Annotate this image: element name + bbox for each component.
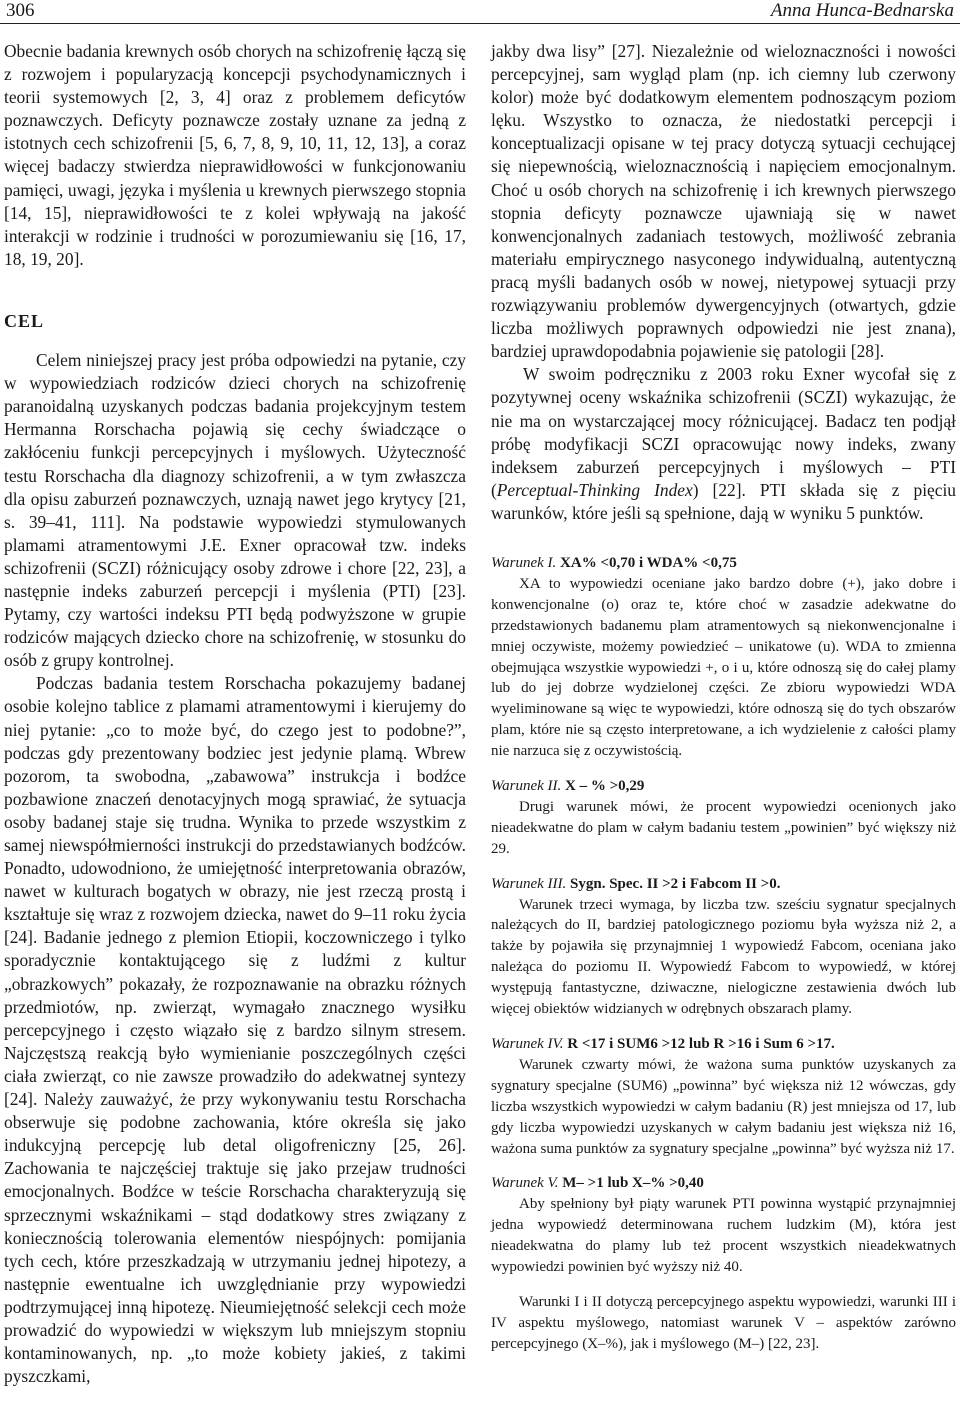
rule-3 <box>491 874 956 1020</box>
aim-paragraph: Celem niniejszej pracy jest próba odpowiedzi na pytanie, czy w wypowiedziach rodziców dzieci chorych na schizofrenię paranoidalną uzyskanych podczas badania projekcyjnym testem Hermanna Rorschacha pojawią się cechy świadczące o zakłóceniu funkcji percepcyjnych i myślowych. Użyteczność testu Rorschacha dla diagnozy schizofrenii, a w tym zwłaszcza dla opisu zaburzeń poznawczych, uznają nawet jego krytycy [21, s. 39–41, 111]. Na podstawie wypowiedzi stymulowanych plamami atramentowymi J.E. Exner opracował tzw. indeks schizofrenii (SCZI) różnicujący osoby zdrowe i chore [22, 23], a następnie indeks zaburzeń percepcji i myślenia (PTI) [23]. Pytamy, czy wartości indeksu PTI będą podwyższone w grupie rodziców mających dziecko chore na schizofrenię, w stosunku do osób z grupy kontrolnej. <box>4 350 466 671</box>
pti-paragraph <box>491 363 956 525</box>
right-column <box>491 40 956 1355</box>
rule-condition: M– >1 lub X–% >0,40 <box>562 1175 704 1192</box>
pti-text-b: ) [22]. PTI składa się z pięciu warunków, które jeśli są spełnione, dają w wyniku 5 punktów. <box>491 479 956 523</box>
rule-body: Drugi warunek mówi, że procent wypowiedzi ocenionych jako nieadekwatne do plam w całym badaniu testem „powinien” być większy niż 29. <box>491 798 956 857</box>
continuation-paragraph: jakby dwa lisy” [27]. Niezależnie od wieloznaczności i nowości percepcyjnej, sam wygląd plam (np. ich ciemny lub czerwony kolor) może być dodatkowym elementem podnoszącym poziom lęku. Wszystko to oznacza, że niedostatki percepcji i konceptualizacji opisane w tej pracy dotyczą sytuacji cechującej się niepewnością, wieloznacznością i napięciem emocjonalnym. Choć u osób chorych na schizofrenię i ich krewnych pierwszego stopnia deficyty poznawcze ujawniają się w nawet konwencjonalnych zadaniach testowych, możliwość zebrania materiału empirycznego nasyconego indywidualną, autentyczną pracą myśli badanych osób w nowej, nietypowej sytuacji przy rozwiązywaniu problemów dywergencyjnych (otwartych, gdzie liczba możliwych poprawnych odpowiedzi nie jest znana), bardziej uprawdopodabnia pojawienie się patologii [28]. <box>491 41 956 362</box>
page-number: 306 <box>6 0 35 21</box>
rule-body: Aby spełniony był piąty warunek PTI powinna wystąpić przynajmniej jedna wypowiedź determinowana ruchem ludzkim (M), która jest nieadekwatna do plamy lub też procent wszystkich nieadekwatnych wypowiedzi powinien być wyższy niż 40. <box>491 1196 956 1276</box>
rule-body: Warunek trzeci wymaga, by liczba tzw. sześciu sygnatur specjalnych należących do II, bardziej patologicznego poziomu była wyższa niż 2, a także by pojawiła się przynajmniej 1 wypowiedź Fabcom, oceniana jako należąca do poziomu II. Wypowiedź Fabcom to wypowiedź, w której występują fantastyczne, dziwaczne, nielogiczne zestawienia dwóch lub więcej obiektów widzianych w odrębnych obszarach plamy. <box>491 896 956 1018</box>
summary-paragraph: Warunki I i II dotyczą percepcyjnego aspektu wypowiedzi, warunki III i IV aspektu myślowego, natomiast warunek V – aspektów zarówno percepcyjnego (X–%), jak i myślowego (M–) [22, 23]. <box>491 1293 956 1352</box>
rule-body: Warunek czwarty mówi, że ważona suma punktów uzyskanych za sygnatury specjalne (SUM6) „powinna” być większa niż 12 wówczas, gdy liczba wszystkich wypowiedzi w całym badaniu (R) jest mniejsza od 17, lub gdy liczba wypowiedzi uzyskanych w całym badaniu jest większa niż 16, ważona suma punktów za sygnatury specjalne „powinna” być wyższa niż 17. <box>491 1056 956 1157</box>
rule-label: Warunek III. <box>491 875 567 892</box>
rule-condition: R <17 i SUM6 >12 lub R >16 i Sum 6 >17. <box>567 1036 835 1052</box>
rule-condition: X – % >0,29 <box>565 778 645 795</box>
rule-label: Warunek IV. <box>491 1036 564 1052</box>
pti-text-a: W swoim podręczniku z 2003 roku Exner wycofał się z pozytywnej oceny wskaźnika schizofrenii (SCZI) wykazując, że nie ma on wystarczającej mocy różnicującej. Badacz ten podjął próbę modyfikacji SCZI opracowując nowy indeks, zwany indeksem zaburzeń percepcyjnych i myślowych – PTI ( <box>491 364 956 500</box>
rule-condition: Sygn. Spec. II >2 i Fabcom II >0. <box>570 875 781 892</box>
rule-label: Warunek II. <box>491 778 562 795</box>
header-rule <box>0 23 960 24</box>
intro-paragraph: Obecnie badania krewnych osób chorych na schizofrenię łączą się z rozwojem i popularyzacją koncepcji psychodynamicznych i teorii systemowych [2, 3, 4] oraz z problemem deficytów poznawczych. Deficyty poznawcze zostały uznane za jedną z istotnych cech schizofrenii [5, 6, 7, 8, 9, 10, 11, 12, 13], a coraz więcej badaczy stwierdza nieprawidłowości w funkcjonowaniu pamięci, uwagi, języka i myślenia u krewnych pierwszego stopnia [14, 15], nieprawidłowości te z kolei wpływają na jakość interakcji w rodzinie i trudności w porozumiewaniu się [16, 17, 18, 19, 20]. <box>4 41 466 269</box>
rule-2 <box>491 776 956 860</box>
page-header <box>0 0 960 30</box>
running-head-author: Anna Hunca-Bednarska <box>770 0 954 21</box>
rule-label: Warunek I. <box>491 554 557 571</box>
rule-label: Warunek V. <box>491 1175 559 1192</box>
rule-1 <box>491 553 956 762</box>
rule-4 <box>491 1034 956 1159</box>
rule-body: XA to wypowiedzi oceniane jako bardzo dobre (+), jako dobre i konwencjonalne (o) oraz te, które choć w zasadzie adekwatne do przedstawionych badanemu plam atramentowych są niekonwencjonalne i mniej oczywiste, możemy powiedzieć – unikatowe (u). WDA to zmienna obejmująca wszystkie wypowiedzi +, o i u, które odnoszą się do całej plamy lub do jej dobrze wydzielonej części. Ze zbioru wypowiedzi WDA wyeliminowane są więc te wypowiedzi, które odnoszą się do tych obszarów plam, które nie są często interpretowane, a ich wydzielenie z całości plamy nie narzuca się z oczywistością. <box>491 575 956 760</box>
left-column <box>4 40 466 1388</box>
pti-english-term: Perceptual-Thinking Index <box>496 479 693 500</box>
method-paragraph: Podczas badania testem Rorschacha pokazujemy badanej osobie kolejno tablice z plamami atramentowymi i kierujemy do niej pytanie: „co to może być, do czego jest to podobne?”, podczas gdy prezentowany bodziec jest jedynie plamą. Wbrew pozorom, ta swobodna, „zabawowa” instrukcja i bodźce pozbawione znaczeń denotacyjnych mogą sprawiać, że sytuacja osoby badanej staje się trudna. Wynika to przede wszystkim z samej niewspółmierności instrukcji do przedstawianych bodźców. Ponadto, udowodniono, że umiejętność interpretowania obrazów, nawet w kulturach bogatych w obrazy, nie jest rzeczą prostą i kształtuje się wraz z rozwojem dziecka, nawet do 9–11 roku życia [24]. Badanie jednego z plemion Etiopii, koczowniczego i tylko sporadycznie kontaktującego się z ludźmi z kultur „obrazkowych” pokazały, że rozpoznawanie na obrazku różnych przedmiotów, np. zwierząt, wymagało znacznego wysiłku percepcyjnego i często wiązało się z bardzo silnym stresem. Najczęstszą reakcją było wymienianie poszczególnych części ciała zwierząt, co nie zawsze prowadziło do adekwatnej syntezy [24]. Należy zauważyć, że przy wykonywaniu testu Rorschacha obserwuje się podobne zachowania, które określa się jako indukcyjną percepcję lub detal oligofreniczny [25, 26]. Zachowania te najczęściej traktuje się jako przejaw trudności emocjonalnych. Bodźce w teście Rorschacha charakteryzują się sprzecznymi wskaźnikami – stąd dodatkowy stres związany z koniecznością tolerowania elementów niespójnych: pomijania tych cech, które przeszkadzają w utrzymaniu jednej hipotezy, a następnie ewentualne ich uwzględnianie przy wypowiedzi podtrzymującej inną hipotezę. Nieumiejętność selekcji cech może prowadzić do wypowiedzi w większym lub mniejszym stopniu kontaminowanych, np. „to może kobiety jakieś, z takimi pyszczkami, <box>4 673 466 1387</box>
rule-condition: XA% <0,70 i WDA% <0,75 <box>560 554 737 571</box>
rule-5 <box>491 1173 956 1278</box>
section-heading-cel: CEL <box>4 310 45 331</box>
